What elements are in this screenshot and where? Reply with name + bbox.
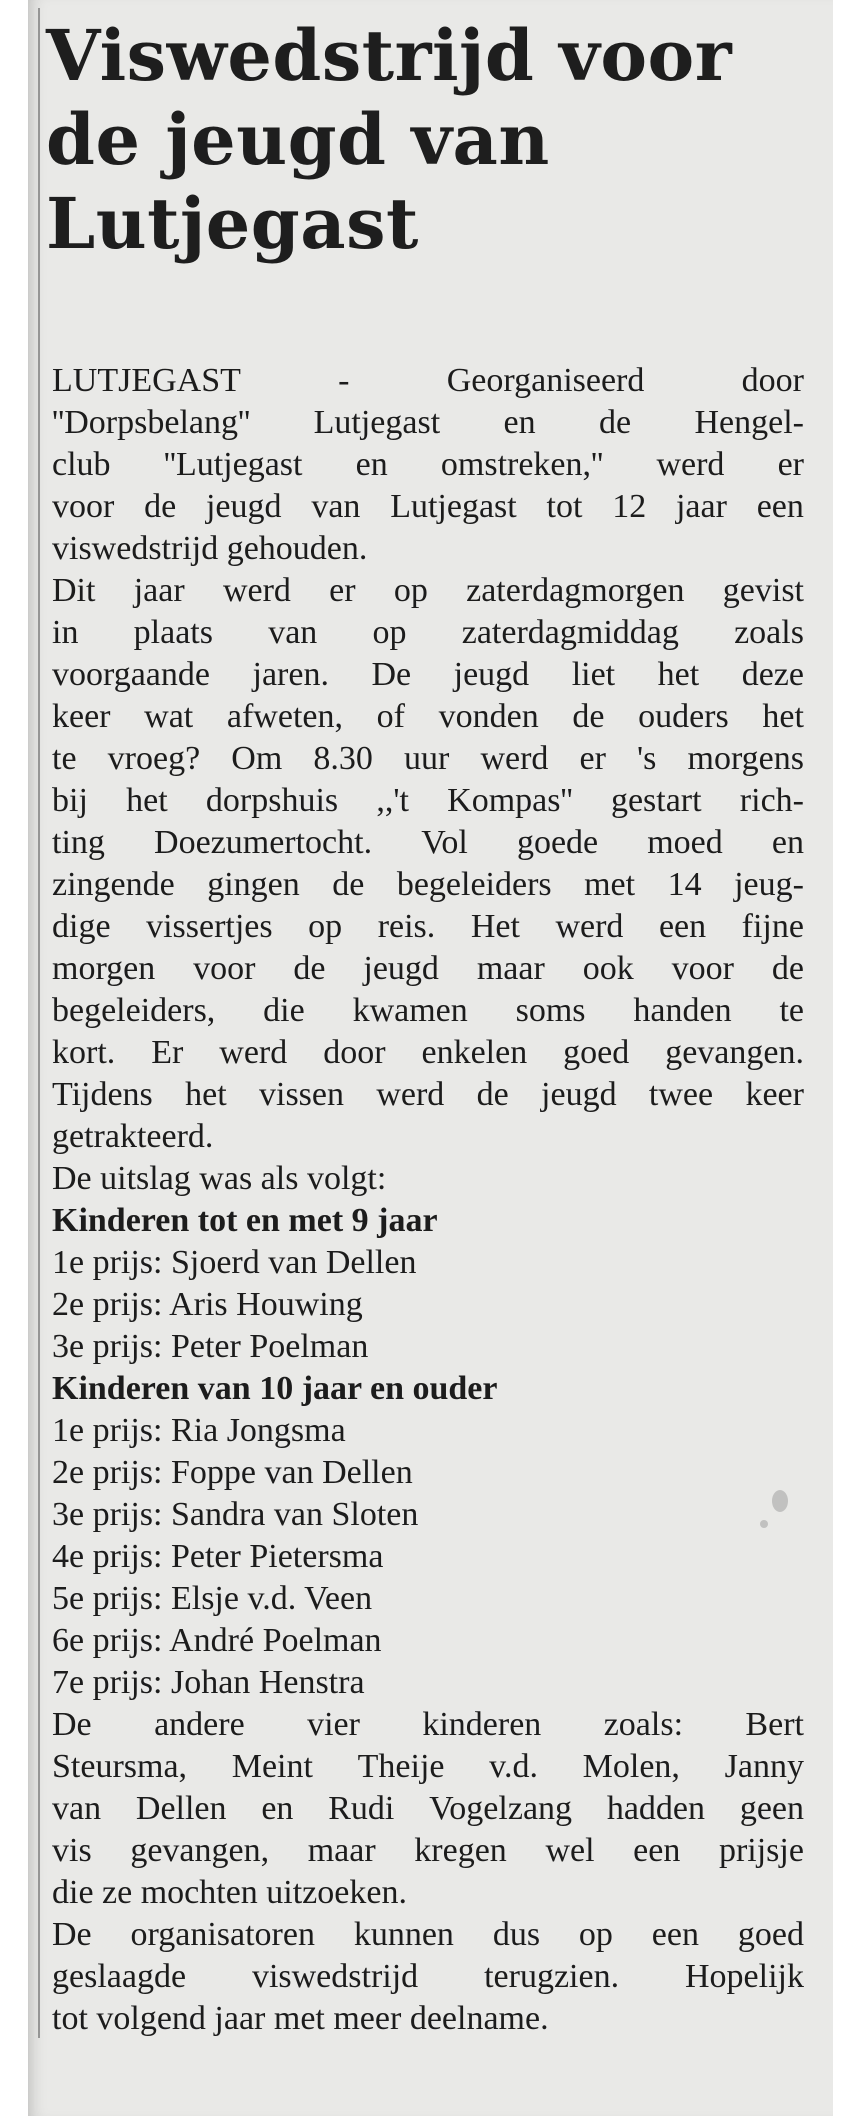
word: enkelen (421, 1034, 528, 1071)
word: ''Dorpsbelang'' (52, 404, 251, 441)
headline-line: Lutjegast (46, 182, 419, 265)
word: en (771, 824, 804, 861)
word: het (657, 656, 700, 693)
word: de (572, 698, 605, 735)
word: 8.30 (313, 740, 373, 777)
word: zaterdagmorgen (466, 572, 685, 609)
word: Vogelzang (429, 1790, 573, 1827)
word: werd (219, 1034, 288, 1071)
word: te (779, 992, 804, 1029)
word: de (332, 866, 365, 903)
text-line (52, 822, 804, 864)
word: rich- (739, 782, 804, 819)
results-intro: De uitslag was als volgt: (52, 1160, 387, 1197)
result-line: 4e prijs: Peter Pietersma (52, 1538, 384, 1575)
word: De (52, 1916, 92, 1953)
text-line (52, 696, 804, 738)
word: Hopelijk (684, 1958, 804, 1995)
result-line: 1e prijs: Ria Jongsma (52, 1412, 346, 1449)
word: keer (52, 698, 111, 735)
word: Georganiseerd (446, 362, 645, 399)
word: gevangen, (130, 1832, 270, 1869)
word: moed (647, 824, 723, 861)
word: op (308, 908, 343, 945)
word: twee (648, 1076, 714, 1113)
text-line (52, 360, 804, 402)
result-line: 7e prijs: Johan Henstra (52, 1664, 365, 1701)
text-line (52, 1032, 804, 1074)
text-line (52, 906, 804, 948)
word: door (741, 362, 804, 399)
headline-line: de jeugd van (46, 98, 550, 181)
text-line (52, 1956, 804, 1998)
word: jaren. (252, 656, 329, 693)
word: bij (52, 782, 88, 819)
word: gevist (722, 572, 804, 609)
word: 12 (612, 488, 647, 525)
word: vissertjes (146, 908, 273, 945)
word: hadden (606, 1790, 706, 1827)
word: kregen (414, 1832, 507, 1869)
word: Het (470, 908, 520, 945)
word: Meint (231, 1748, 313, 1785)
result-line: 5e prijs: Elsje v.d. Veen (52, 1580, 373, 1617)
word: kunnen (353, 1916, 454, 1953)
word: jaar (675, 488, 727, 525)
word: vissen (259, 1076, 344, 1113)
result-line: 2e prijs: Aris Houwing (52, 1286, 363, 1323)
word: prijsje (718, 1832, 804, 1869)
word: jeugd (205, 488, 282, 525)
text-line (52, 738, 804, 780)
word: een (651, 1916, 699, 1953)
word: werd (555, 908, 624, 945)
word: voor (671, 950, 734, 987)
word: en (503, 404, 536, 441)
word: Hengel- (694, 404, 804, 441)
word: voorgaande (52, 656, 210, 693)
text-line (52, 1914, 804, 1956)
word: geslaagde (52, 1958, 187, 1995)
word: terugzien. (484, 1958, 620, 1995)
text-line (52, 1074, 804, 1116)
text-line (52, 654, 804, 696)
word: op (578, 1916, 613, 1953)
paragraph-closing (52, 1914, 804, 2040)
word: vroeg? (107, 740, 201, 777)
word: het (126, 782, 168, 819)
word: zoals: (603, 1706, 684, 1743)
paragraph-others (52, 1704, 804, 1914)
word: liet (571, 656, 616, 693)
text-line (52, 864, 804, 906)
text-line: tot volgend jaar met meer deelname. (52, 2000, 549, 2037)
column-rule (38, 8, 40, 2038)
word: vonden (438, 698, 539, 735)
results-section (52, 1158, 804, 1704)
word: 14 (667, 866, 702, 903)
word: Lutjegast (313, 404, 441, 441)
word: keer (745, 1076, 804, 1113)
word: Er (151, 1034, 184, 1071)
text-line (52, 570, 804, 612)
text-line (52, 486, 804, 528)
word: werd (656, 446, 725, 483)
word: organisatoren (130, 1916, 315, 1953)
text-line (52, 990, 804, 1032)
text-line (52, 1746, 804, 1788)
word: morgens (687, 740, 804, 777)
word: club (52, 446, 111, 483)
word: maar (476, 950, 545, 987)
word: ,,'t (376, 782, 409, 819)
word: plaats (133, 614, 213, 651)
word: Janny (724, 1748, 804, 1785)
text-line: die ze mochten uitzoeken. (52, 1874, 407, 1911)
text-line: viswedstrijd gehouden. (52, 530, 368, 567)
word: werd (222, 572, 291, 609)
word: begeleiders (396, 866, 552, 903)
word: werd (376, 1076, 445, 1113)
word: wat (144, 698, 194, 735)
word: afweten, (226, 698, 343, 735)
word: morgen (52, 950, 156, 987)
word: goede (516, 824, 599, 861)
word: te (52, 740, 77, 777)
word: er (777, 446, 804, 483)
word: LUTJEGAST (52, 362, 241, 399)
word: werd (480, 740, 549, 777)
result-line: 6e prijs: André Poelman (52, 1622, 382, 1659)
word: de (476, 1076, 509, 1113)
word: dus (492, 1916, 541, 1953)
word: kwamen (352, 992, 468, 1029)
word: soms (515, 992, 586, 1029)
word: voor (52, 488, 115, 525)
word: Dellen (135, 1790, 227, 1827)
word: het (185, 1076, 227, 1113)
word: begeleiders, (52, 992, 216, 1029)
word: goed (563, 1034, 630, 1071)
word: in (52, 614, 79, 651)
word: zingende (52, 866, 175, 903)
word: dige (52, 908, 111, 945)
word: Doezumertocht. (154, 824, 373, 861)
word: ook (582, 950, 634, 987)
word: wel (545, 1832, 595, 1869)
word: vis (52, 1832, 92, 1869)
paragraph-intro (52, 360, 804, 570)
word: De (52, 1706, 92, 1743)
word: Tijdens (52, 1076, 153, 1113)
word: tot (546, 488, 583, 525)
word: jaar (133, 572, 185, 609)
word: Steursma, (52, 1748, 188, 1785)
word: jeugd (541, 1076, 617, 1113)
word: De (371, 656, 412, 693)
text-line (52, 1704, 804, 1746)
word: andere (154, 1706, 245, 1743)
group-heading: Kinderen van 10 jaar en ouder (52, 1370, 498, 1407)
word: viswedstrijd (251, 1958, 419, 1995)
result-line: 1e prijs: Sjoerd van Dellen (52, 1244, 417, 1281)
result-line: 3e prijs: Sandra van Sloten (52, 1496, 419, 1533)
word: handen (633, 992, 732, 1029)
article-body (52, 360, 804, 2040)
word: de (293, 950, 326, 987)
word: maar (307, 1832, 376, 1869)
text-line: getrakteerd. (52, 1118, 214, 1155)
word: Kompas'' (447, 782, 573, 819)
word: jeugd (453, 656, 530, 693)
word: Molen, (582, 1748, 680, 1785)
word: er (579, 740, 606, 777)
text-line (52, 444, 804, 486)
text-line (52, 1788, 804, 1830)
word: de (144, 488, 177, 525)
word: ting (52, 824, 105, 861)
word: Lutjegast (390, 488, 517, 525)
word: dorpshuis (205, 782, 339, 819)
group-heading: Kinderen tot en met 9 jaar (52, 1202, 438, 1239)
word: gevangen. (665, 1034, 804, 1071)
word: zaterdagmiddag (461, 614, 679, 651)
word: Theije (357, 1748, 445, 1785)
word: ouders (638, 698, 729, 735)
word: Vol (421, 824, 468, 861)
word: een (756, 488, 804, 525)
word: gestart (610, 782, 702, 819)
text-line (52, 948, 804, 990)
word: het (762, 698, 804, 735)
word: ''Lutjegast (163, 446, 303, 483)
article-headline (46, 14, 826, 266)
word: en (355, 446, 388, 483)
word: een (658, 908, 707, 945)
word: kinderen (422, 1706, 542, 1743)
word: er (329, 572, 356, 609)
word: en (261, 1790, 294, 1827)
word: Bert (745, 1706, 804, 1743)
word: op (393, 572, 428, 609)
word: die (263, 992, 305, 1029)
word: van (311, 488, 361, 525)
headline-line: Viswedstrijd voor (46, 14, 733, 97)
word: op (372, 614, 407, 651)
word: reis. (377, 908, 436, 945)
text-line (52, 402, 804, 444)
word: Rudi (328, 1790, 395, 1827)
word: geen (739, 1790, 804, 1827)
word: Om (231, 740, 283, 777)
paragraph-event (52, 570, 804, 1158)
word: 's (637, 740, 657, 777)
word: zoals (734, 614, 804, 651)
word: omstreken,'' (440, 446, 604, 483)
word: jeugd (363, 950, 439, 987)
word: door (323, 1034, 386, 1071)
word: goed (737, 1916, 804, 1953)
word: van (52, 1790, 102, 1827)
word: vier (307, 1706, 360, 1743)
text-line (52, 1830, 804, 1872)
word: voor (193, 950, 256, 987)
word: de (599, 404, 632, 441)
word: fijne (741, 908, 804, 945)
word: gingen (207, 866, 300, 903)
result-line: 2e prijs: Foppe van Dellen (52, 1454, 413, 1491)
result-line: 3e prijs: Peter Poelman (52, 1328, 369, 1365)
word: v.d. (489, 1748, 538, 1785)
word: van (268, 614, 318, 651)
word: deze (741, 656, 804, 693)
word: Dit (52, 572, 96, 609)
word: of (376, 698, 405, 735)
text-line (52, 612, 804, 654)
word: jeug- (734, 866, 804, 903)
word: kort. (52, 1034, 116, 1071)
text-line (52, 780, 804, 822)
word: uur (404, 740, 450, 777)
word: een (633, 1832, 681, 1869)
word: met (584, 866, 636, 903)
word: de (771, 950, 804, 987)
word: - (338, 362, 350, 399)
